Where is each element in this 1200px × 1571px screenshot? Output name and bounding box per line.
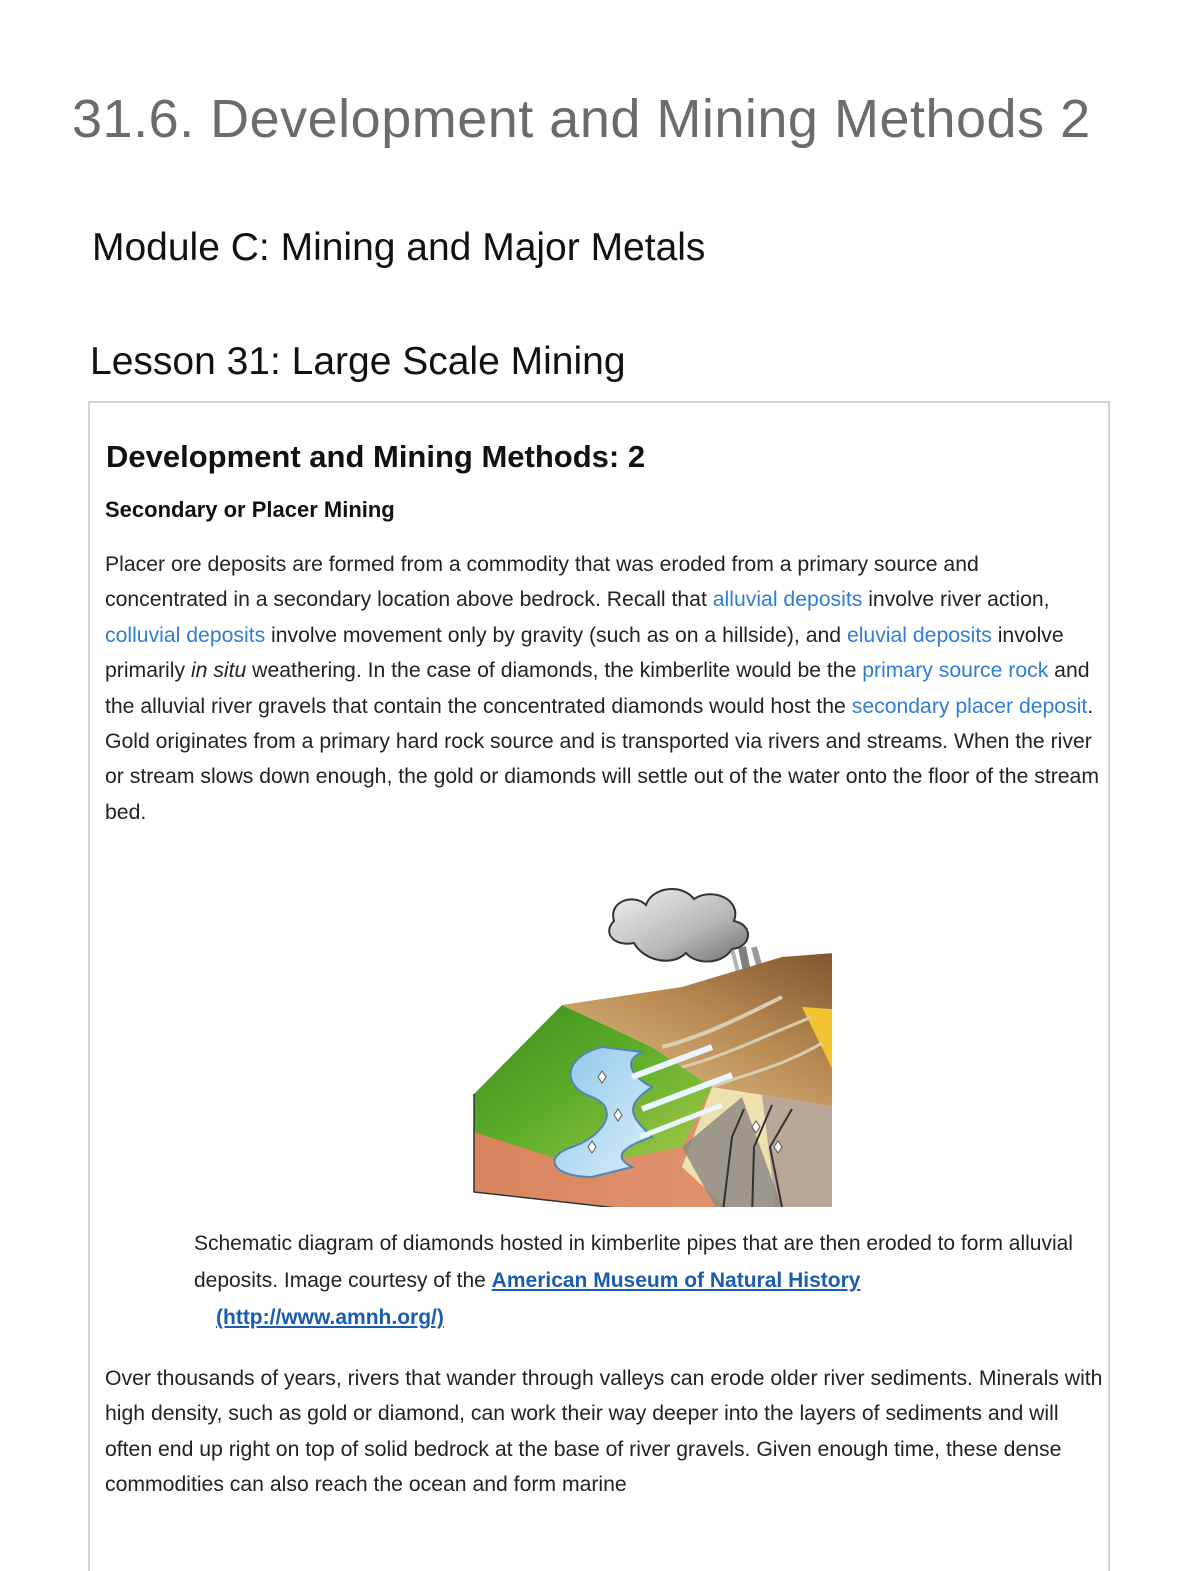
lesson-title: Lesson 31: Large Scale Mining — [90, 340, 626, 383]
amnh-link[interactable]: American Museum of Natural History — [491, 1269, 861, 1292]
module-title: Module C: Mining and Major Metals — [92, 226, 706, 269]
paragraph-text: involve river action, — [862, 588, 1050, 612]
figure-caption — [194, 1225, 1094, 1336]
paragraph-dense-minerals: Over thousands of years, rivers that wander through valleys can erode older river sediments. Minerals with high density, such as gold or diamond, can work their way deeper into the layers of sediments and will often end up right on top of solid bedrock at the base of river gravels. Given enough time, these dense commodities can also reach the ocean and form marine — [105, 1367, 1103, 1497]
paragraph-text: Placer ore deposits are formed from a commodity that was eroded from a primary source and concentrated in a secondary location above bedrock. Recall that — [105, 553, 979, 612]
paragraph-text: and the alluvial river gravels that contain the concentrated diamonds would host the — [105, 659, 1090, 718]
amnh-url-link[interactable]: (http://www.amnh.org/) — [216, 1306, 444, 1329]
kimberlite-diagram-image — [382, 847, 832, 1207]
link-colluvial-deposits[interactable]: colluvial deposits — [105, 623, 266, 647]
paragraph-text: . Gold originates from a primary hard rock source and is transported via rivers and streams. When the river or stream slows down enough, the gold or diamonds will settle out of the water onto the floor of the stream bed. — [105, 694, 1099, 824]
paragraph-text: involve primarily — [105, 623, 1064, 683]
link-alluvial-deposits[interactable]: alluvial deposits — [712, 588, 863, 612]
in-situ-italic: in situ — [190, 659, 247, 683]
link-primary-source-rock[interactable]: primary source rock — [862, 659, 1049, 683]
link-eluvial-deposits[interactable]: eluvial deposits — [846, 623, 992, 647]
paragraph-placer-deposits — [105, 547, 1105, 830]
page-title: 31.6. Development and Mining Methods 2 — [72, 89, 1091, 149]
paragraph-text: involve movement only by gravity (such as on a hillside), and — [265, 623, 847, 647]
caption-text: Schematic diagram of diamonds hosted in kimberlite pipes that are then eroded to form alluvial deposits. Image courtesy of the — [194, 1232, 1073, 1292]
content-box — [88, 401, 1110, 1571]
content-heading: Development and Mining Methods: 2 — [106, 439, 646, 474]
content-subheading: Secondary or Placer Mining — [105, 497, 395, 522]
paragraph-text: weathering. In the case of diamonds, the kimberlite would be the — [246, 659, 863, 683]
link-secondary-placer-deposit[interactable]: secondary placer deposit — [851, 694, 1088, 718]
